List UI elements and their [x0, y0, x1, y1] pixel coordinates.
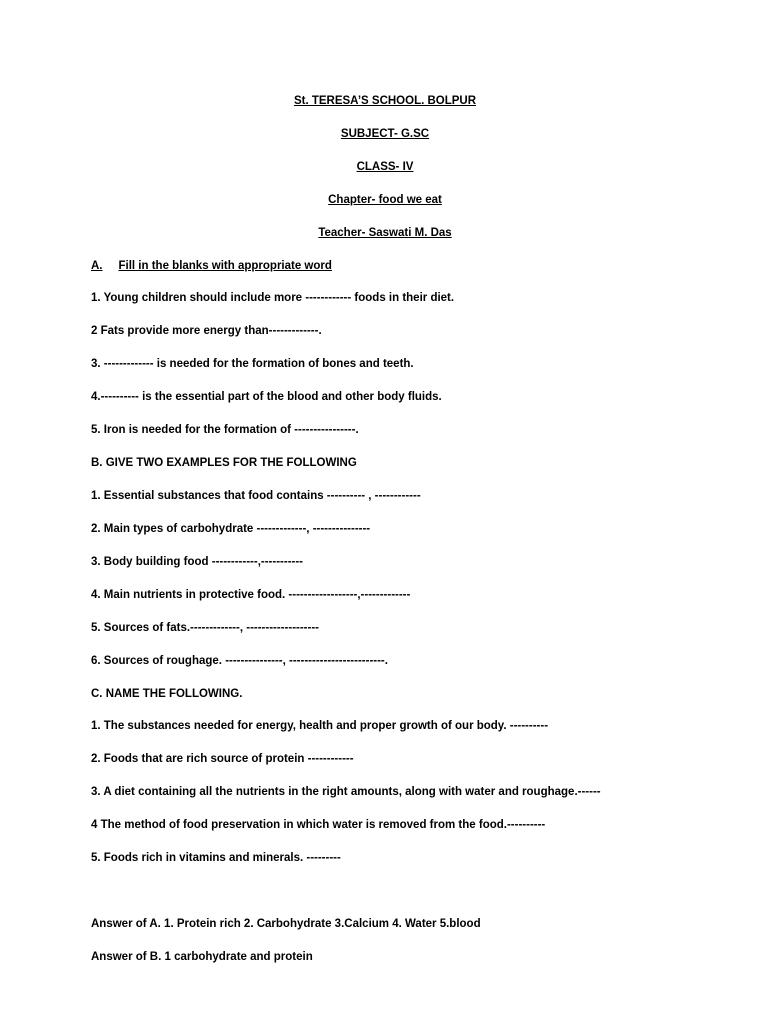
- question-c4: 4 The method of food preservation in which water is removed from the food.----------: [91, 819, 546, 831]
- teacher-heading: Teacher- Saswati M. Das: [318, 227, 452, 239]
- section-a-heading: [91, 260, 332, 272]
- class-heading: CLASS- IV: [356, 161, 414, 173]
- question-b3: 3. Body building food ------------,-----------: [91, 556, 304, 568]
- chapter-heading: Chapter- food we eat: [328, 194, 442, 206]
- answer-a: Answer of A. 1. Protein rich 2. Carbohydrate 3.Calcium 4. Water 5.blood: [91, 918, 481, 930]
- question-b6: 6. Sources of roughage. ---------------, -------------------------.: [91, 655, 388, 667]
- question-a2: 2 Fats provide more energy than-------------.: [91, 325, 322, 337]
- question-b4: 4. Main nutrients in protective food. ------------------,-------------: [91, 589, 411, 601]
- question-b2: 2. Main types of carbohydrate -------------, ---------------: [91, 523, 371, 535]
- question-c3: 3. A diet containing all the nutrients in the right amounts, along with water and roughage.------: [91, 786, 601, 798]
- question-c2: 2. Foods that are rich source of protein ------------: [91, 753, 354, 765]
- question-a4: 4.---------- is the essential part of the blood and other body fluids.: [91, 391, 442, 403]
- section-a-title: Fill in the blanks with appropriate word: [118, 260, 332, 272]
- section-c-heading: C. NAME THE FOLLOWING.: [91, 688, 243, 700]
- question-a5: 5. Iron is needed for the formation of ----------------.: [91, 424, 359, 436]
- question-a1: 1. Young children should include more ------------ foods in their diet.: [91, 292, 455, 304]
- question-b1: 1. Essential substances that food contains ---------- , ------------: [91, 490, 421, 502]
- answer-b: Answer of B. 1 carbohydrate and protein: [91, 951, 313, 963]
- question-c5: 5. Foods rich in vitamins and minerals. ---------: [91, 852, 341, 864]
- question-b5: 5. Sources of fats.-------------, -------------------: [91, 622, 319, 634]
- school-name: St. TERESA’S SCHOOL. BOLPUR: [293, 95, 477, 107]
- section-b-heading: B. GIVE TWO EXAMPLES FOR THE FOLLOWING: [91, 457, 357, 469]
- question-c1: 1. The substances needed for energy, health and proper growth of our body. ----------: [91, 720, 549, 732]
- question-a3: 3. ------------- is needed for the formation of bones and teeth.: [91, 358, 414, 370]
- section-a-label: A.: [91, 260, 103, 272]
- subject-heading: SUBJECT- G.SC: [340, 128, 430, 140]
